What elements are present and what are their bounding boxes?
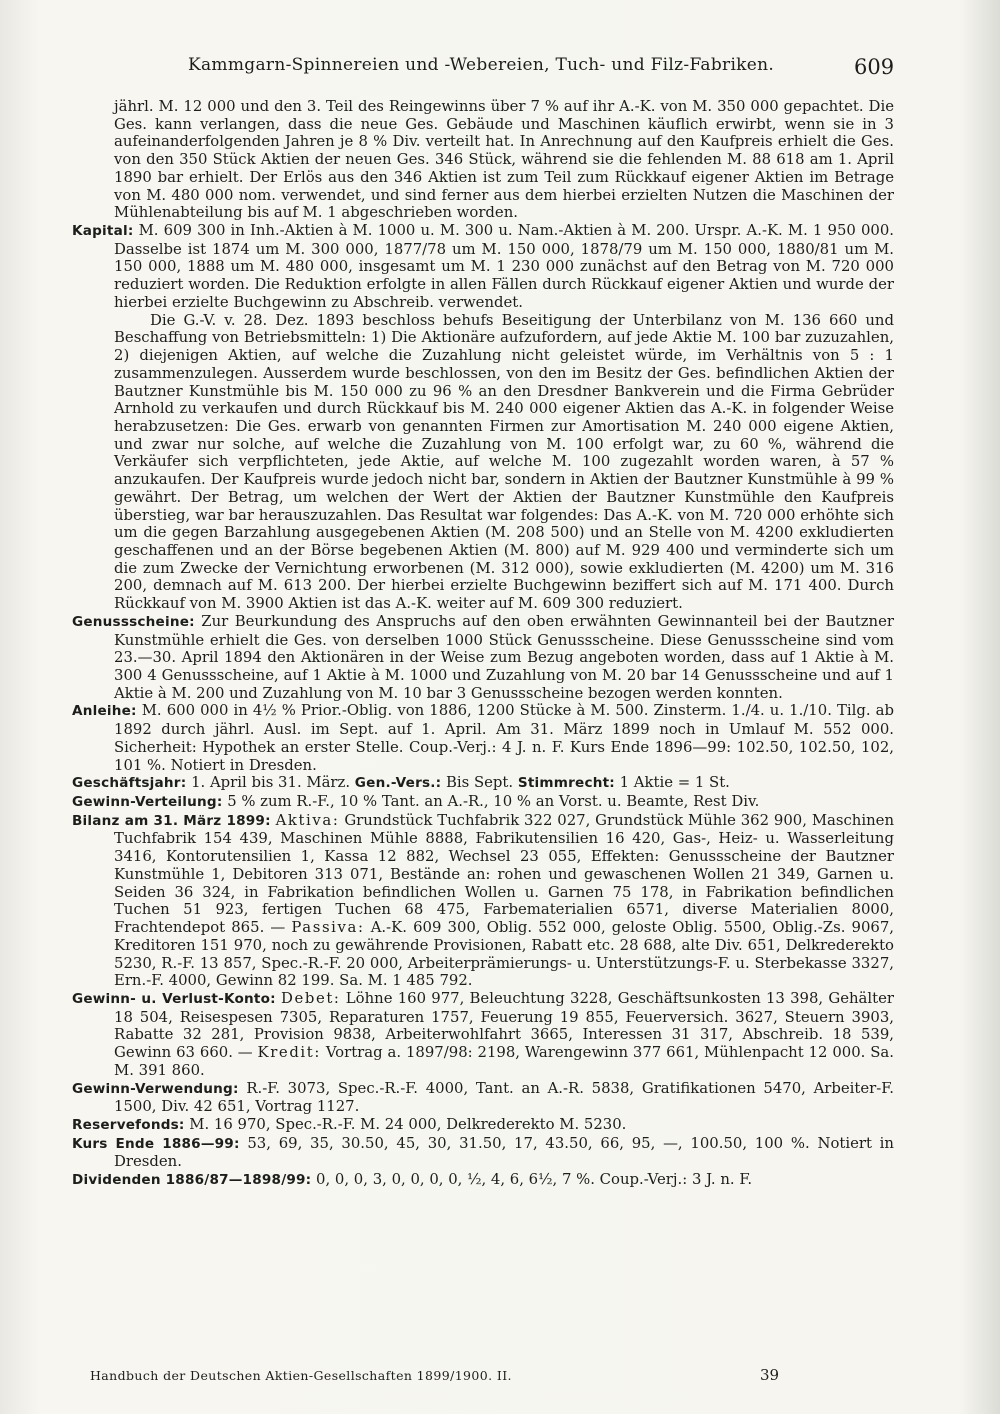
- section-label: Bilanz am 31. März 1899:: [72, 812, 271, 829]
- gv-label: Gen.-Vers.:: [354, 775, 442, 792]
- section-genussscheine: [72, 613, 894, 703]
- section-text: M. 600 000 in 4½ % Prior.-Oblig. von 1886, 1200 Stücke à M. 500. Zinsterm. 1./4. u. 1./10. Tilg. ab 1892 durch jährl. Ausl. im Sept. auf 1. April. Am 31. März 1899 noch in Umlauf M. 552 000. Sicherheit: Hypothek an erster Stelle. Coup.-Verj.: 4 J. n. F. Kurs Ende 1896—99: 102.50, 102.50, 102, 101 %. Notiert in Dresden.: [114, 701, 894, 774]
- section-label: Geschäftsjahr:: [72, 775, 187, 792]
- section-anleihe: [72, 702, 894, 774]
- page-footer: [90, 1368, 790, 1390]
- section-gewinn-verwendung: [72, 1080, 894, 1116]
- section-kurs: [72, 1135, 894, 1171]
- stimmrecht-label: Stimmrecht:: [517, 775, 615, 792]
- stimmrecht-text: 1 Aktie = 1 St.: [619, 773, 730, 792]
- footer-signature: 39: [760, 1366, 780, 1384]
- section-label: Genussscheine:: [72, 613, 195, 630]
- section-label: Reservefonds:: [72, 1116, 185, 1133]
- section-reservefonds: [72, 1116, 894, 1135]
- section-dividenden: [72, 1171, 894, 1190]
- running-title: Kammgarn-Spinnereien und -Webereien, Tuch- und Filz-Fabriken.: [188, 55, 775, 75]
- page-body: [72, 98, 894, 1190]
- debet-label: Debet:: [281, 988, 341, 1007]
- section-text: 53, 69, 35, 30.50, 45, 30, 31.50, 17, 43.50, 66, 95, —, 100.50, 100 %. Notiert in Dresden.: [114, 1133, 894, 1171]
- aktiva-label: Aktiva:: [275, 810, 340, 829]
- section-gewinn-verlust: [72, 990, 894, 1080]
- section-text: Zur Beurkundung des Anspruchs auf den oben erwähnten Gewinnanteil bei der Bautzner Kunstmühle erhielt die Ges. von derselben 1000 Stück Genussscheine. Diese Genussscheine sind vom 23.—30. April 1894 den Aktionären in der Weise zum Bezug angeboten worden, dass auf 1 Aktie à M. 300 4 Genussscheine, auf 1 Aktie à M. 1000 und Zuzahlung von M. 20 bar 14 Genussscheine und auf 1 Aktie à M. 200 und Zuzahlung von M. 10 bar 3 Genussscheine bezogen werden konnten.: [114, 611, 894, 702]
- kapital-continuation: Die G.-V. v. 28. Dez. 1893 beschloss behufs Beseitigung der Unterbilanz von M. 136 660 und Beschaffung von Betriebsmitteln: 1) Die Aktionäre aufzufordern, auf jede Aktie M. 100 bar zuzuzahlen, 2) diejenigen Aktien, auf welche die Zuzahlung nicht geleistet würde, im Verhältnis von 5 : 1 zusammenzulegen. Ausserdem wurde beschlossen, von den im Besitz der Ges. befindlichen Aktien der Bautzner Kunstmühle bis M. 150 000 zu 96 % an den Dresdner Bankverein und die Firma Gebrüder Arnhold zu verkaufen und durch Rückkauf bis M. 240 000 eigener Aktien das A.-K. in folgender Weise herabzusetzen: Die Ges. erwarb von genannten Firmen zur Amortisation M. 240 000 eigene Aktien, und zwar nur solche, auf welche die Zuzahlung von M. 100 erfolgt war, zu 60 %, während die Verkäufer sich verpflichteten, jede Aktie, auf welche M. 100 zugezahlt worden waren, à 57 % anzukaufen. Der Kaufpreis wurde jedoch nicht bar, sondern in Aktien der Bautzner Kunstmühle à 99 % gewährt. Der Betrag, um welchen der Wert der Aktien der Bautzner Kunstmühle den Kaufpreis überstieg, war bar herauszuzahlen. Das Resultat war folgendes: Das A.-K. von M. 720 000 erhöhte sich um die gegen Barzahlung ausgegebenen Aktien (M. 208 500) und an Stelle von M. 4200 exkludierten geschaffenen und an der Börse begebenen Aktien (M. 800) auf M. 929 400 und verminderte sich um die zum Zwecke der Vernichtung erworbenen (M. 312 000), sowie exkludierten (M. 4200) um M. 316 200, demnach auf M. 613 200. Der hierbei erzielte Buchgewinn beziffert sich auf M. 171 400. Durch Rückkauf von M. 3900 Aktien ist das A.-K. weiter auf M. 609 300 reduziert.: [114, 310, 894, 613]
- section-label: Anleihe:: [72, 703, 137, 720]
- gv-text: Bis Sept.: [445, 773, 514, 792]
- kredit-text: Vortrag a. 1897/98: 2198, Warengewinn 377 661, Mühlenpacht 12 000. Sa. M. 391 860.: [114, 1043, 894, 1079]
- section-text: R.-F. 3073, Spec.-R.-F. 4000, Tant. an A.-R. 5838, Gratifikationen 5470, Arbeiter-F. 1500, Div. 42 651, Vortrag 1127.: [114, 1078, 894, 1116]
- section-text: M. 16 970, Spec.-R.-F. M. 24 000, Delkrederekto M. 5230.: [189, 1114, 627, 1133]
- kredit-label: Kredit:: [257, 1043, 321, 1062]
- page-number: 609: [854, 55, 895, 79]
- intro-paragraph: jährl. M. 12 000 und den 3. Teil des Reingewinns über 7 % auf ihr A.-K. von M. 350 000 gepachtet. Die Ges. kann verlangen, dass die neue Ges. Gebäude und Maschinen käuflich erwirbt, wenn sie in 3 aufeinanderfolgenden Jahren je 8 % Div. verteilt hat. In Anrechnung auf den Kaufpreis erhielt die Ges. von den 350 Stück Aktien der neuen Ges. 346 Stück, während sie die fehlenden M. 88 618 am 1. April 1890 bar erhielt. Der Erlös aus den 346 Aktien ist zum Teil zum Rückkauf eigener Aktien im Betrage von M. 480 000 nom. verwendet, und sind ferner aus dem hierbei erzielten Nutzen die Maschinen der Mühlenabteilung bis auf M. 1 abgeschrieben worden.: [114, 97, 894, 222]
- section-geschaeftsjahr: [72, 774, 894, 793]
- section-gewinn-verteilung: [72, 793, 894, 812]
- footer-source: Handbuch der Deutschen Aktien-Gesellschaften 1899/1900. II.: [90, 1368, 512, 1383]
- aktiva-text: Grundstück Tuchfabrik 322 027, Grundstück Mühle 362 900, Maschinen Tuchfabrik 154 439, Maschinen Mühle 8888, Fabrikutensilien 16 420, Gas-, Heiz- u. Wasserleitung 3416, Kontorutensilien 1, Kassa 12 882, Wechsel 23 055, Effekten: Genussscheine der Bautzner Kunstmühle 1, Debitoren 313 071, Bestände an: rohen und gewaschenen Wollen 21 349, Garnen u. Seiden 36 324, in Fabrikation befindlichen Wollen u. Garnen 75 178, in Fabrikation befindlichen Tuchen 51 923, fertigen Tuchen 68 475, Farbematerialien 6571, diverse Materialien 8000, Frachtendepot 865. —: [114, 810, 895, 937]
- section-text: 1. April bis 31. März.: [191, 773, 351, 792]
- page-header: [0, 55, 1000, 85]
- passiva-text: A.-K. 609 300, Oblig. 552 000, geloste Oblig. 5500, Oblig.-Zs. 9067, Kreditoren 151 970, noch zu gewährende Provisionen, Rabatt etc. 28 688, alte Div. 651, Delkrederekto 5230, R.-F. 13 857, Spec.-R.-F. 20 000, Arbeiterprämierungs- u. Unterstützungs-F. u. Sterbekasse 3327, Ern.-F. 4000, Gewinn 82 199. Sa. M. 1 485 792.: [114, 918, 895, 990]
- section-label: Gewinn-Verteilung:: [72, 794, 223, 811]
- section-text: M. 609 300 in Inh.-Aktien à M. 1000 u. M. 300 u. Nam.-Aktien à M. 200. Urspr. A.-K. M. 1 950 000. Dasselbe ist 1874 um M. 300 000, 1877/78 um M. 150 000, 1878/79 um M. 150 000, 1880/81 um M. 150 000, 1888 um M. 480 000, insgesamt um M. 1 230 000 zunächst auf den Betrag von M. 720 000 reduziert worden. Die Reduktion erfolgte in allen Fällen durch Rückkauf eigener Aktien und wurde der hierbei erzielte Buchgewinn zu Abschreib. verwendet.: [114, 221, 894, 311]
- section-label: Kapital:: [72, 223, 134, 240]
- section-label: Dividenden 1886/87—1898/99:: [72, 1172, 312, 1189]
- section-text: 0, 0, 0, 3, 0, 0, 0, 0, ½, 4, 6, 6½, 7 %.: [316, 1170, 595, 1189]
- section-kapital: [72, 222, 894, 312]
- section-label: Gewinn- u. Verlust-Konto:: [72, 990, 276, 1007]
- coupon-text: Coup.-Verj.: 3 J. n. F.: [599, 1170, 753, 1189]
- debet-text: Löhne 160 977, Beleuchtung 3228, Geschäftsunkosten 13 398, Gehälter 18 504, Reisespesen 7305, Reparaturen 1757, Feuerung 19 855, Feuerversich. 3627, Steuern 3903, Rabatte 32 281, Provision 9838, Arbeiterwohlfahrt 3665, Interessen 31 317, Abschreib. 18 539, Gewinn 63 660. —: [114, 988, 895, 1062]
- passiva-label: Passiva:: [291, 918, 365, 937]
- section-label: Gewinn-Verwendung:: [72, 1080, 239, 1097]
- section-bilanz: [72, 812, 894, 990]
- section-label: Kurs Ende 1886—99:: [72, 1135, 240, 1152]
- section-text: 5 % zum R.-F., 10 % Tant. an A.-R., 10 % an Vorst. u. Beamte, Rest Div.: [227, 792, 760, 811]
